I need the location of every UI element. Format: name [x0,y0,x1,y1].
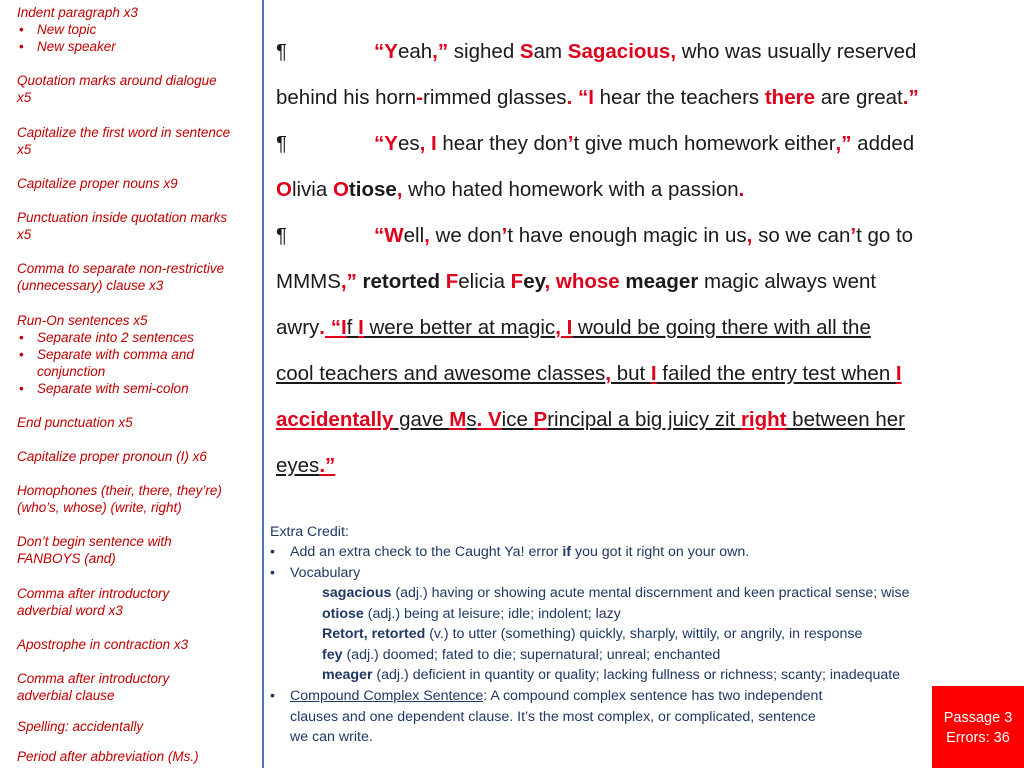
passage-number: Passage 3 [943,710,1013,726]
extra-credit-bullet-1: • Add an extra check to the Caught Ya! error if you got it right on your own. [270,544,750,560]
intro-word-item: Comma after introductory [17,586,170,601]
passage-line: Olivia Otiose, who hated homework with a passion. [276,178,745,201]
vocab-otiose: otiose (adj.) being at leisure; idle; indolent; lazy [322,606,621,622]
intro-clause-item: Comma after introductory [17,671,170,686]
end-punctuation-item: End punctuation x5 [17,415,133,430]
homophones-detail: (who’s, whose) (write, right) [17,500,182,515]
pilcrow: ¶ [276,132,288,155]
error-count: Errors: 36 [946,730,1010,746]
passage-line: behind his horn-rimmed glasses. “I hear the teachers there are great.” [276,86,919,109]
capitalize-first-item: Capitalize the first word in sentence [17,125,231,140]
passage-line: cool teachers and awesome classes, but I failed the entry test when I [276,362,902,385]
run-on-item: Run-On sentences x5 [17,313,148,328]
punctuation-count: x5 [17,227,32,242]
capitalize-proper-item: Capitalize proper nouns x9 [17,176,178,191]
passage-line: ¶ “Yeah,” sighed Sam Sagacious, who was usually reserved [276,40,917,63]
punctuation-item: Punctuation inside quotation marks [17,210,228,225]
error-checklist [0,0,262,768]
passage-line: ¶ “Well, we don’t have enough magic in us, so we can’t go to [276,224,914,247]
apostrophe-item: Apostrophe in contraction x3 [17,637,189,652]
divider-line [262,0,264,768]
capitalize-first-count: x5 [17,142,32,157]
run-on-option-3: • Separate with semi-colon [37,380,189,397]
pilcrow: ¶ [276,40,288,63]
comma-nonrestrictive-detail: (unnecessary) clause x3 [17,278,164,293]
abbreviation-item: Period after abbreviation (Ms.) [17,749,199,764]
comma-nonrestrictive-item: Comma to separate non-restrictive [17,261,225,276]
passage-line: awry. “If I were better at magic, I would be going there with all the [276,316,871,339]
fanboys-item: Don’t begin sentence with [17,534,172,549]
passage-line: eyes.” [276,454,336,477]
extra-credit-bullet-3-cont: we can write. [290,729,373,745]
passage-badge [932,686,1024,768]
vocab-fey: fey (adj.) doomed; fated to die; supernatural; unreal; enchanted [322,647,721,663]
passage-line: ¶ “Yes, I hear they don’t give much homework either,” added [276,132,915,155]
quotation-item: Quotation marks around dialogue [17,73,217,88]
extra-credit-bullet-3: • Compound Complex Sentence: A compound complex sentence has two independent [270,688,823,704]
pilcrow: ¶ [276,224,288,247]
run-on-option-1: • Separate into 2 sentences [37,329,194,346]
run-on-option-2-cont: conjunction [37,364,106,379]
run-on-option-2: • Separate with comma and [37,346,194,363]
spelling-item: Spelling: accidentally [17,719,144,734]
intro-word-detail: adverbial word x3 [17,603,123,618]
indent-item: Indent paragraph x3 [17,5,138,20]
extra-credit-title: Extra Credit: [270,524,349,540]
vocab-sagacious: sagacious (adj.) having or showing acute mental discernment and keen practical sense; wise [322,585,910,601]
capitalize-pronoun-item: Capitalize proper pronoun (I) x6 [17,449,207,464]
fanboys-detail: FANBOYS (and) [17,551,116,566]
quotation-count: x5 [17,90,32,105]
passage-line: MMMS,” retorted Felicia Fey, whose meager magic always went [276,270,877,293]
indent-new-speaker: • New speaker [37,38,116,55]
vocab-retort: Retort, retorted (v.) to utter (something) quickly, sharply, wittily, or angrily, in response [322,626,863,642]
homophones-item: Homophones (their, there, they’re) [17,483,222,498]
indent-new-topic: • New topic [37,21,96,38]
extra-credit-bullet-3-cont: clauses and one dependent clause. It’s the most complex, or complicated, sentence [290,709,816,725]
passage-line: accidentally gave Ms. Vice Principal a big juicy zit right between her [276,408,906,431]
extra-credit-bullet-2: • Vocabulary [270,565,361,581]
intro-clause-detail: adverbial clause [17,688,115,703]
vocab-meager: meager (adj.) deficient in quantity or quality; lacking fullness or richness; scanty; inadequate [322,667,901,683]
